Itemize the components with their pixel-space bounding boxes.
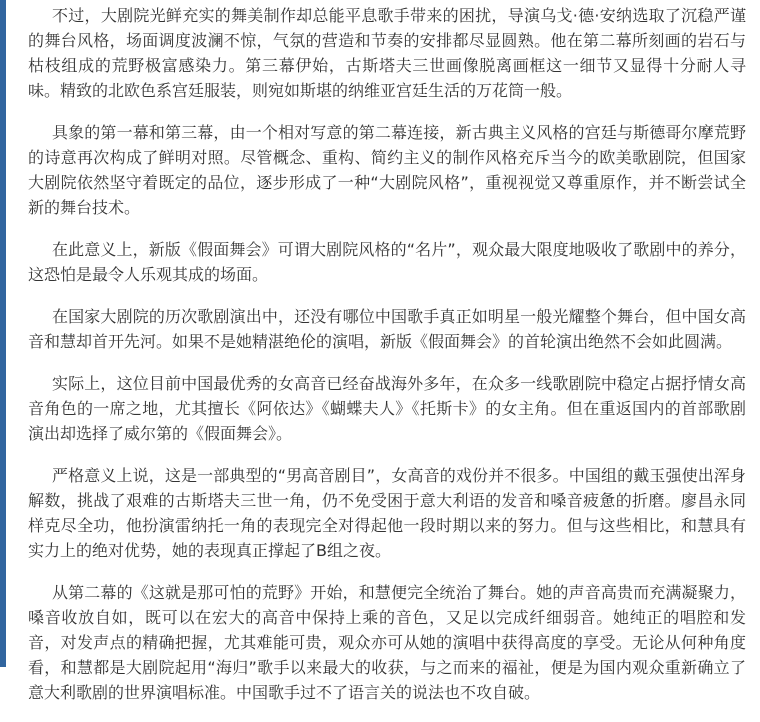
paragraph: 不过，大剧院光鲜充实的舞美制作却总能平息歌手带来的困扰，导演乌戈·德·安纳选取了沉稳严谨的舞台风格，场面调度波澜不惊，气氛的营造和节奏的安排都尽显圆熟。他在第二幕所刻画的岩石与枯枝组成的荒野极富感染力。第三幕伊始，古斯塔夫三世画像脱离画框这一细节又显得十分耐人寻味。精致的北欧色系宫廷服装，则宛如斯堪的纳维亚宫廷生活的万花筒一般。 [28,6,746,100]
paragraph: 具象的第一幕和第三幕，由一个相对写意的第二幕连接，新古典主义风格的宫廷与斯德哥尔摩荒野的诗意再次构成了鲜明对照。尽管概念、重构、简约主义的制作风格充斥当今的欧美歌剧院，但国家大剧院依然坚守着既定的品位，逐步形成了一种“大剧院风格”，重视视觉又尊重原作，并不断尝试全新的舞台技术。 [28,123,746,217]
paragraph: 实际上，这位目前中国最优秀的女高音已经奋战海外多年，在众多一线歌剧院中稳定占据抒情女高音角色的一席之地，尤其擅长《阿依达》《蝴蝶夫人》《托斯卡》的女主角。但在重返国内的首部歌剧演出却选择了威尔第的《假面舞会》。 [28,374,746,443]
paragraph: 严格意义上说，这是一部典型的“男高音剧目”，女高音的戏份并不很多。中国组的戴玉强使出浑身解数，挑战了艰难的古斯塔夫三世一角，仍不免受困于意大利语的发音和嗓音疲惫的折磨。廖昌永同样克尽全功，他扮演雷纳托一角的表现完全对得起他一段时期以来的努力。但与这些相比，和慧具有实力上的绝对优势，她的表现真正撑起了B组之夜。 [28,466,746,560]
paragraph: 在国家大剧院的历次歌剧演出中，还没有哪位中国歌手真正如明星一般光耀整个舞台，但中国女高音和慧却首开先河。如果不是她精湛绝伦的演唱，新版《假面舞会》的首轮演出绝然不会如此圆满。 [28,307,746,351]
paragraph: 从第二幕的《这就是那可怕的荒野》开始，和慧便完全统治了舞台。她的声音高贵而充满凝聚力，嗓音收放自如，既可以在宏大的高音中保持上乘的音色，又足以完成纤细弱音。她纯正的唱腔和发音，对发声点的精确把握，尤其难能可贵，观众亦可从她的演唱中获得高度的享受。无论从何种角度看，和慧都是大剧院起用“海归”歌手以来最大的收获，与之而来的福祉，便是为国内观众重新确立了意大利歌剧的世界演唱标准。中国歌手过不了语言关的说法也不攻自破。 [28,583,746,702]
paragraph: 在此意义上，新版《假面舞会》可谓大剧院风格的“名片”，观众最大限度地吸收了歌剧中的养分，这恐怕是最令人乐观其成的场面。 [28,240,746,284]
